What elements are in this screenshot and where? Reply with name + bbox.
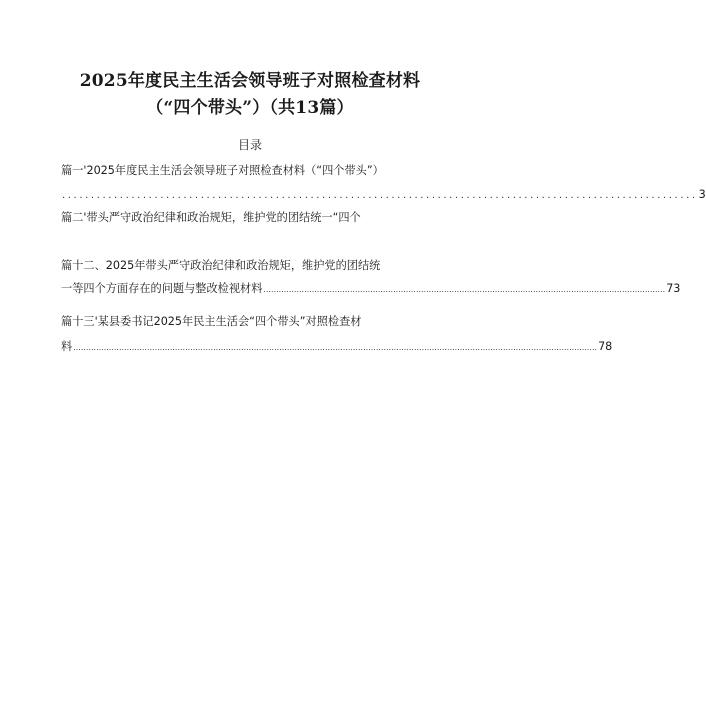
toc-entry-3-leader-row[interactable] bbox=[61, 281, 681, 297]
toc-entry-4-title-continued: 料 bbox=[61, 340, 73, 353]
toc-entry-4-page: 78 bbox=[598, 340, 613, 353]
toc-heading: 目录 bbox=[237, 138, 262, 152]
toc-entry-1-title[interactable]: 篇一'2025年度民主生活会领导班子对照检查材料（“四个带头”） bbox=[61, 164, 384, 177]
dot-leader: .............................................................................................................................................................................................................. bbox=[73, 343, 598, 352]
toc-entry-2-title[interactable]: 篇二'带头严守政治纪律和政治规矩，维护党的团结统一“四个 bbox=[61, 211, 361, 224]
dot-leader: .............................................................................................................................................................. bbox=[263, 285, 666, 294]
toc-entry-4-title[interactable]: 篇十三'某县委书记2025年民主生活会“四个带头”对照检查材 bbox=[61, 315, 362, 328]
dot-leader: .............................................................................................................. bbox=[62, 190, 698, 201]
toc-entry-1-page: 3 bbox=[698, 188, 706, 201]
document-title-line-1: 2025年度民主生活会领导班子对照检查材料 bbox=[79, 71, 421, 91]
toc-entry-4-leader-row[interactable] bbox=[61, 339, 613, 355]
document-title-line-2: （“四个带头”）（共13篇） bbox=[146, 98, 354, 118]
toc-entry-3-page: 73 bbox=[666, 282, 681, 295]
toc-entry-1-leader-row[interactable] bbox=[61, 187, 706, 203]
toc-entry-3-title[interactable]: 篇十二、2025年带头严守政治纪律和政治规矩，维护党的团结统 bbox=[61, 259, 381, 272]
toc-entry-3-title-continued: 一等四个方面存在的问题与整改检视材料 bbox=[61, 282, 263, 295]
